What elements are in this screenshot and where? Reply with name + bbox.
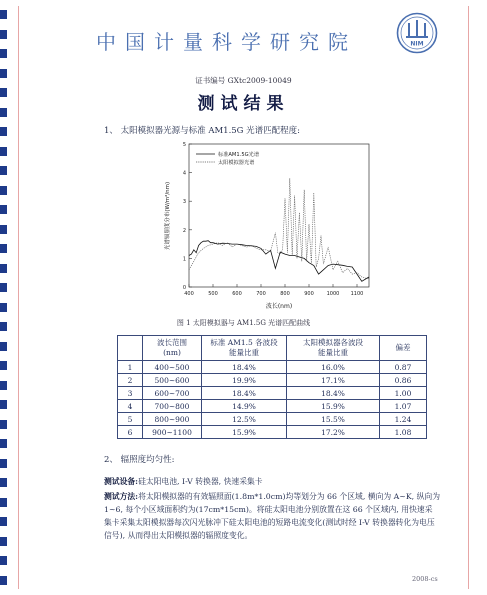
nim-logo-icon	[396, 12, 438, 54]
col-wavelength-header: 波长范围 (nm)	[143, 336, 202, 361]
binding-ring	[0, 283, 7, 292]
table-row: 2 500~600 19.9% 17.1% 0.86	[118, 374, 427, 387]
logo-text: NIM	[410, 40, 424, 48]
binding-ring	[0, 127, 7, 136]
binding-ring	[0, 381, 7, 390]
col-simulator-header: 太阳模拟器各波段 能量比重	[287, 336, 380, 361]
x-tick-label: 800	[280, 291, 290, 297]
table-row: 5 800~900 12.5% 15.5% 1.24	[118, 413, 427, 426]
x-axis-label: 波长(nm)	[265, 303, 293, 310]
table-row: 1 400~500 18.4% 16.0% 0.87	[118, 361, 427, 374]
legend-label: 标准AM1.5G光谱	[218, 152, 260, 158]
binding-ring	[0, 264, 7, 273]
series-line-2	[189, 178, 369, 278]
binding-ring	[0, 439, 7, 448]
footer-code: 2008-cs	[412, 575, 438, 583]
method-text: 将太阳模拟器的有效辐照面(1.8m*1.0cm)均等划分为 66 个区域, 横向为 A~K, 纵向为 1~6, 每个小区域面积约为(17cm*15cm)。将硅太阳电池分别放置在这 66 个区域内, 用快速采集卡采集太阳模拟器每次闪光脉冲下硅太阳电池的短路电流变化(测试时经 I-V 转换器转化为电压信号), 从而得出太阳模拟器的辐照度变化。	[104, 492, 440, 540]
binding-ring	[0, 576, 7, 585]
col-standard-header: 标准 AM1.5 各波段 能量比重	[202, 336, 287, 361]
method-label: 测试方法:	[104, 492, 139, 501]
y-axis-label: 光谱辐照度分布(W/m²/nm)	[165, 181, 171, 251]
binding-ring	[0, 556, 7, 565]
table-header-row	[118, 336, 427, 361]
table-row: 4 700~800 14.9% 15.9% 1.07	[118, 400, 427, 413]
energy-ratio-table	[117, 335, 427, 439]
certificate-number: 证书编号 GXtc2009-10049	[195, 76, 292, 85]
section2-heading: 2、 辐照度均匀性:	[104, 455, 175, 465]
y-tick-label: 1	[182, 256, 186, 263]
x-tick-label: 600	[232, 291, 242, 297]
binding-ring	[0, 205, 7, 214]
series-line-1	[189, 241, 369, 282]
binding-ring	[0, 49, 7, 58]
binding-ring	[0, 342, 7, 351]
binding-ring	[0, 166, 7, 175]
equipment-text: 硅太阳电池, I-V 转换器, 快速采集卡	[138, 477, 263, 486]
equipment-paragraph	[104, 475, 440, 488]
binding-ring	[0, 147, 7, 156]
x-tick-label: 1000	[326, 291, 340, 297]
institute-name: 中国计量科学研究院	[96, 30, 357, 54]
x-tick-label: 700	[256, 291, 266, 297]
equipment-label: 测试设备:	[104, 477, 139, 486]
x-tick-label: 500	[208, 291, 218, 297]
binding-ring	[0, 400, 7, 409]
binding-ring	[0, 459, 7, 468]
col-deviation-header: 偏差	[380, 336, 427, 361]
binding-ring	[0, 303, 7, 312]
binding-ring	[0, 498, 7, 507]
legend-label: 太阳模拟器光谱	[218, 160, 255, 166]
binding-ring	[0, 244, 7, 253]
binding-ring	[0, 361, 7, 370]
binding-ring	[0, 186, 7, 195]
y-tick-label: 0	[182, 285, 186, 291]
col-index-header	[118, 336, 143, 361]
spectrum-chart	[163, 138, 378, 313]
x-tick-label: 400	[184, 291, 194, 297]
binding-ring	[0, 10, 7, 19]
page-title: 测试结果	[197, 94, 290, 114]
x-tick-label: 900	[304, 291, 314, 297]
y-tick-label: 3	[182, 199, 186, 206]
binding-ring	[0, 420, 7, 429]
binding-ring	[0, 30, 7, 39]
binding-ring	[0, 537, 7, 546]
y-tick-label: 2	[182, 227, 186, 234]
binding-ring	[0, 225, 7, 234]
figure-caption: 图 1 太阳模拟器与 AM1.5G 光谱匹配曲线	[176, 319, 311, 327]
binding-ring	[0, 478, 7, 487]
binding-ring	[0, 517, 7, 526]
section1-heading: 1、 太阳模拟器光源与标准 AM1.5G 光谱匹配程度:	[104, 126, 301, 136]
table-row: 3 600~700 18.4% 18.4% 1.00	[118, 387, 427, 400]
method-paragraph	[104, 490, 440, 542]
table-row: 6 900~1100 15.9% 17.2% 1.08	[118, 426, 427, 439]
y-tick-label: 5	[182, 142, 186, 148]
x-tick-label: 1100	[350, 291, 364, 297]
y-tick-label: 4	[182, 170, 186, 177]
